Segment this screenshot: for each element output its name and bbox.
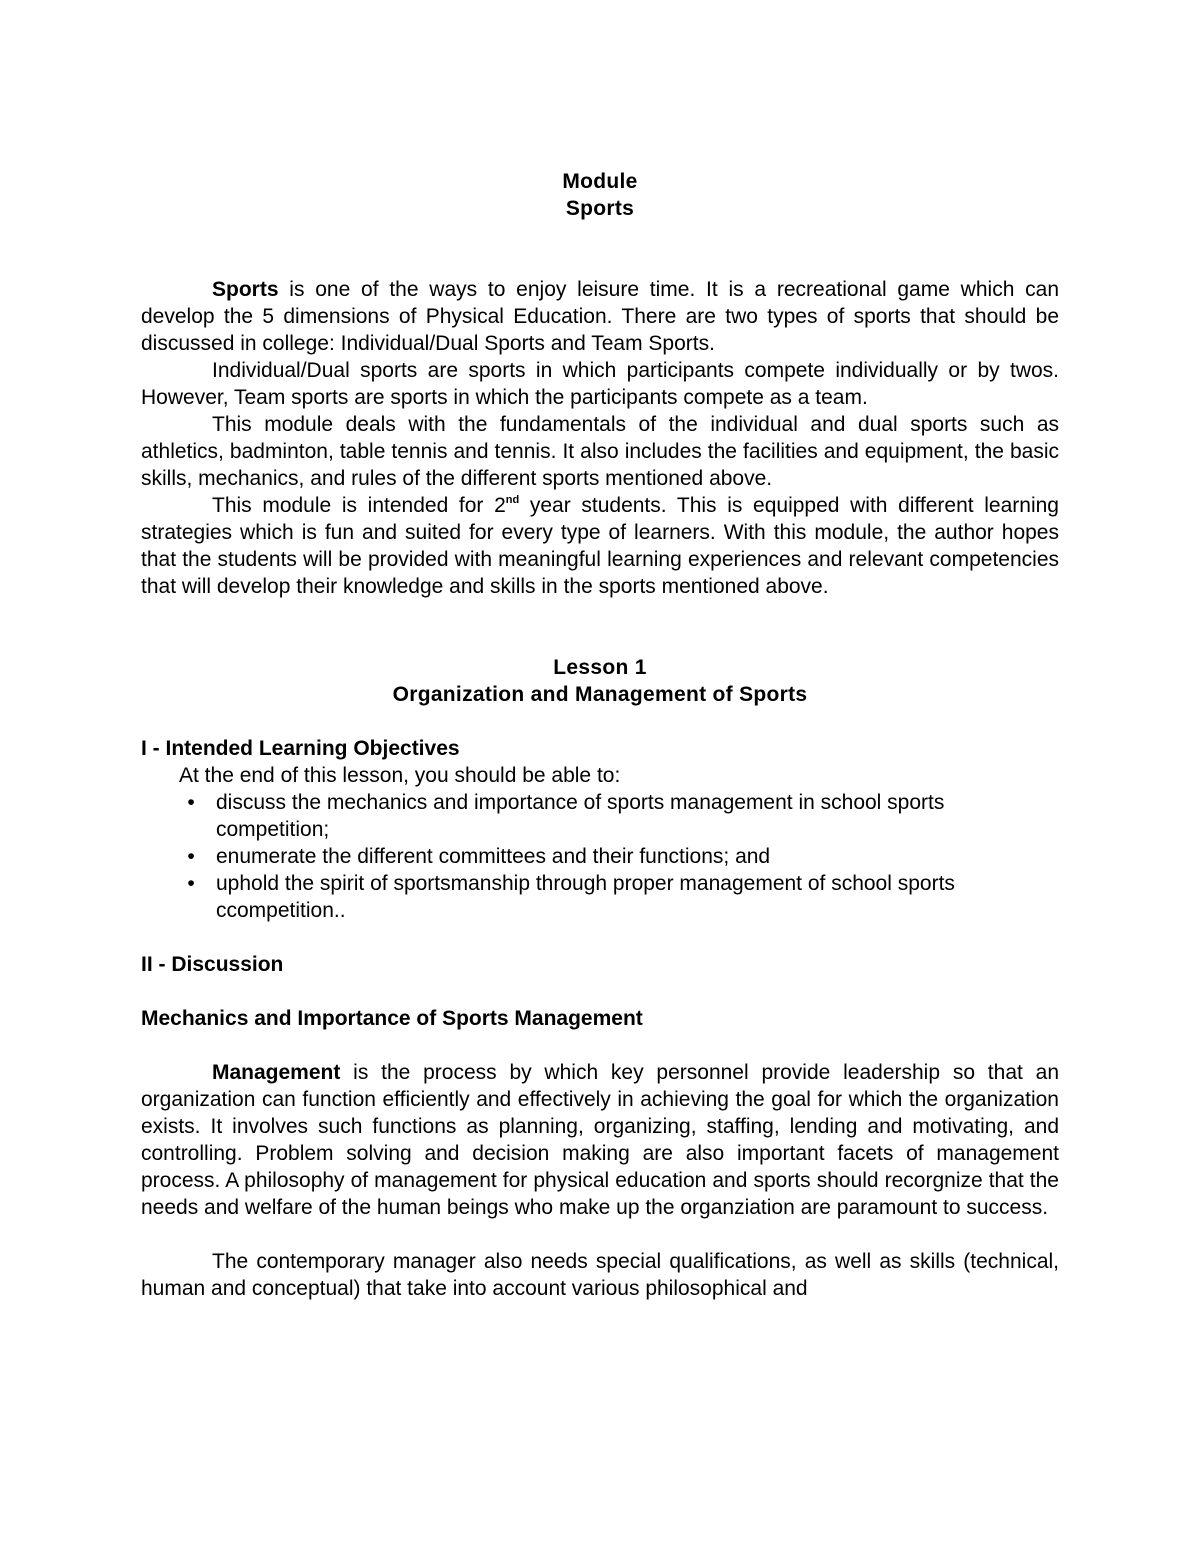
ordinal-suffix: nd xyxy=(505,494,520,506)
list-item xyxy=(141,843,1059,870)
list-item xyxy=(141,870,1059,924)
lesson-number: Lesson 1 xyxy=(553,656,647,679)
module-title: Module xyxy=(562,170,638,193)
objectives-heading: I - Intended Learning Objectives xyxy=(141,737,460,760)
intro-p1-text: is one of the ways to enjoy leisure time. It is a recreational game which can develop the 5 dimensions of Physical Education. There are two types of sports that should be discussed in college: Individual/Dual Sports and Team Sports. xyxy=(141,278,1059,355)
objectives-list xyxy=(141,789,1059,924)
document-page xyxy=(141,168,1059,1302)
intro-bold-term: Sports xyxy=(212,278,279,301)
lesson-title-block xyxy=(141,654,1059,708)
intro-p4-text-a: This module is intended for 2 xyxy=(212,494,506,517)
intro-paragraph-2: Individual/Dual sports are sports in which participants compete individually or by twos. However, Team sports are sports in which the participants compete as a team. xyxy=(141,359,1059,409)
intro-paragraph-1 xyxy=(141,276,1059,357)
discussion-bold-term: Management xyxy=(212,1061,341,1084)
lesson-title: Organization and Management of Sports xyxy=(392,683,808,706)
intro-paragraph-4 xyxy=(141,492,1059,600)
objectives-intro: At the end of this lesson, you should be able to: xyxy=(179,764,621,787)
bullet-icon: • xyxy=(187,872,195,895)
bullet-icon: • xyxy=(187,791,195,814)
discussion-paragraph-1 xyxy=(141,1059,1059,1221)
intro-paragraph-3: This module deals with the fundamentals of the individual and dual sports such as athletics, badminton, table tennis and tennis. It also includes the facilities and equipment, the basic skills, mechanics, and rules of the different sports mentioned above. xyxy=(141,413,1059,490)
objective-text: discuss the mechanics and importance of sports management in school sports competition; xyxy=(216,791,945,841)
objective-text: uphold the spirit of sportsmanship through proper management of school sports ccompetition.. xyxy=(216,872,955,922)
discussion-paragraph-2: The contemporary manager also needs special qualifications, as well as skills (technical, human and conceptual) that take into account various philosophical and xyxy=(141,1250,1059,1300)
discussion-subheading: Mechanics and Importance of Sports Management xyxy=(141,1007,643,1030)
module-title-block xyxy=(141,168,1059,222)
intro-p4-text-b: year students. This is equipped with different learning strategies which is fun and suited for every type of learners. With this module, the author hopes that the students will be provided with meaningful learning experiences and relevant competencies that will develop their knowledge and skills in the sports mentioned above. xyxy=(141,494,1059,598)
objective-text: enumerate the different committees and their functions; and xyxy=(216,845,771,868)
discussion-p1-text: is the process by which key personnel provide leadership so that an organization can function efficiently and effectively in achieving the goal for which the organization exists. It involves such functions as planning, organizing, staffing, lending and motivating, and controlling. Problem solving and decision making are also important facets of management process. A philosophy of management for physical education and sports should recorgnize that the needs and welfare of the human beings who make up the organziation are paramount to success. xyxy=(141,1061,1059,1219)
bullet-icon: • xyxy=(187,845,195,868)
list-item xyxy=(141,789,1059,843)
discussion-heading: II - Discussion xyxy=(141,953,284,976)
module-subtitle: Sports xyxy=(565,197,635,220)
